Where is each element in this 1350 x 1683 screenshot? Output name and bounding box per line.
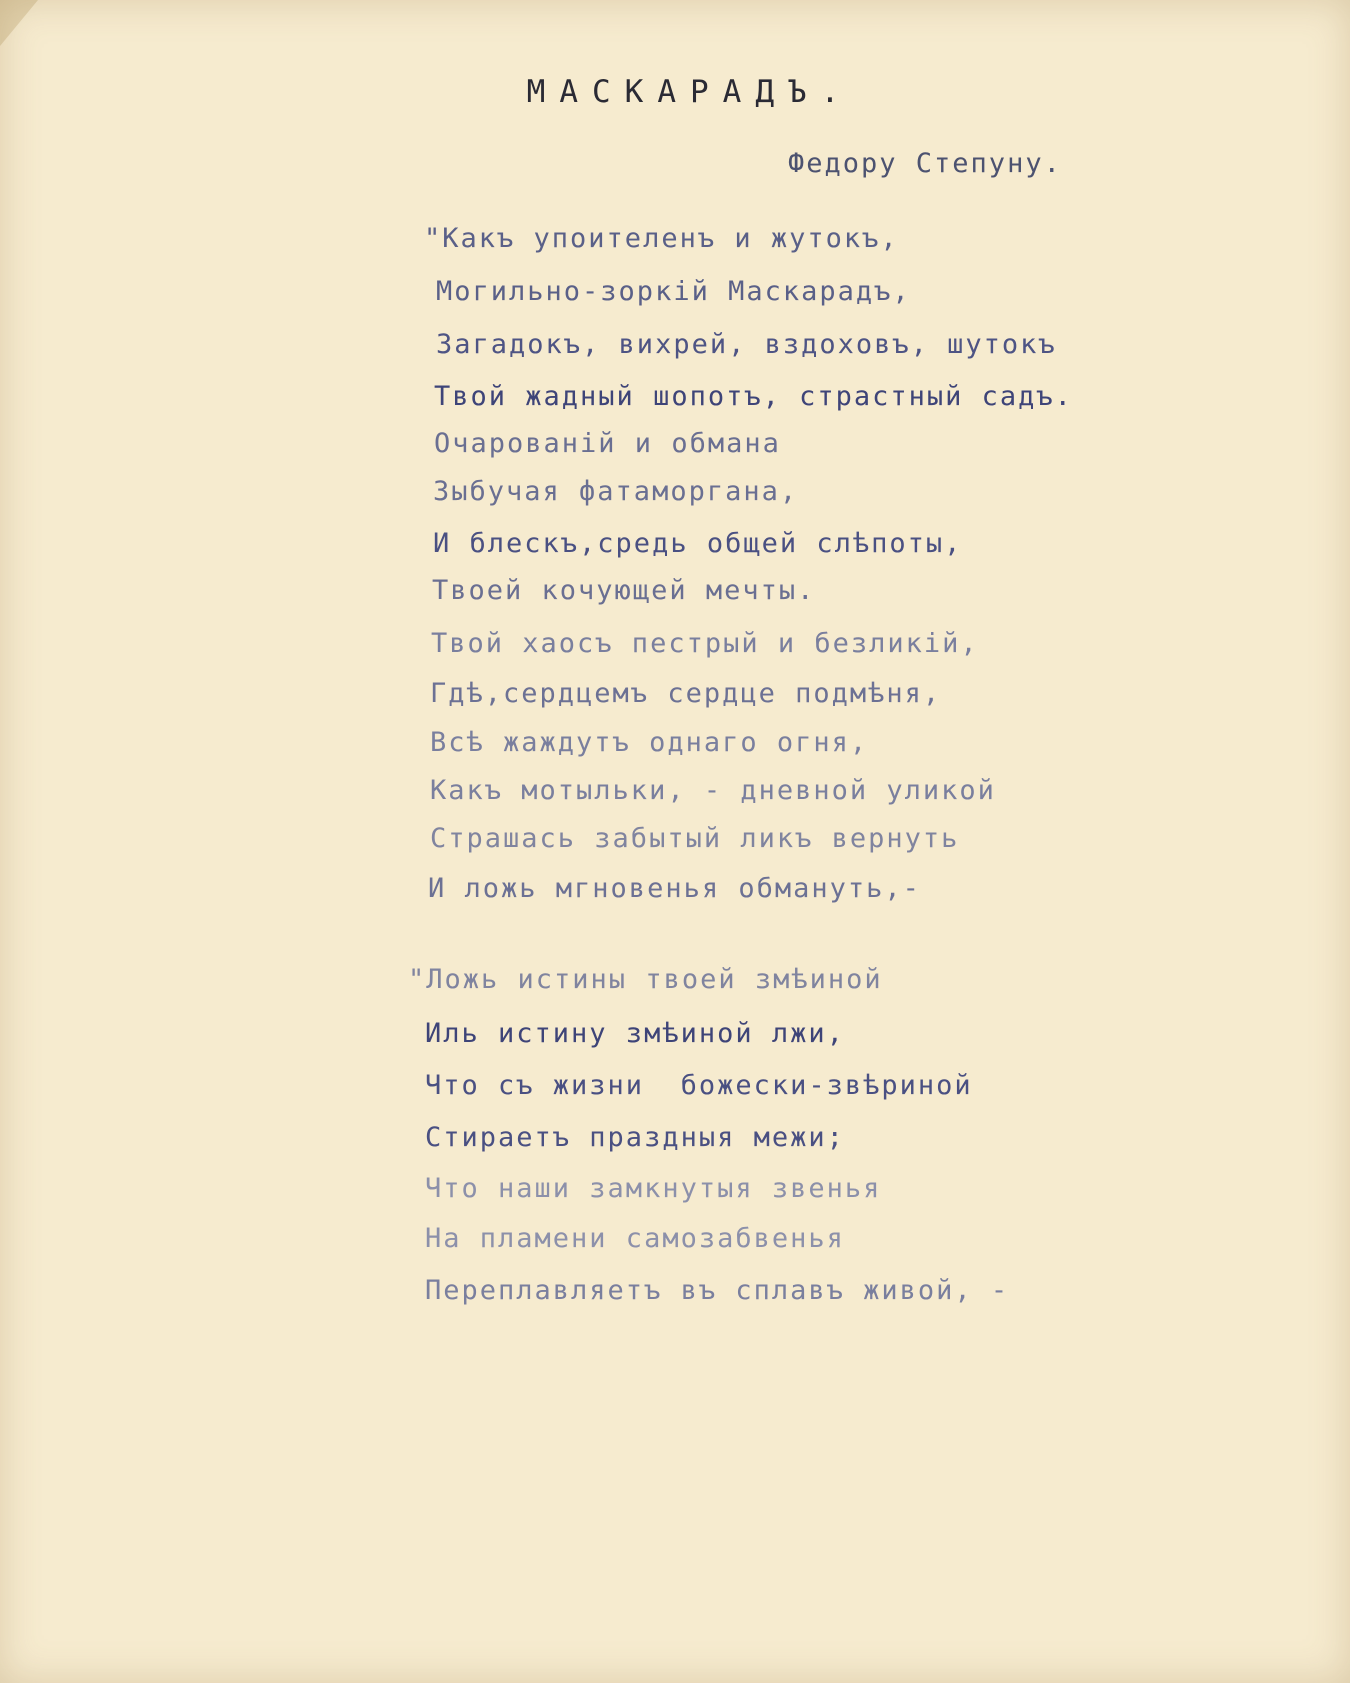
verse-line: Очарованій и обмана bbox=[434, 428, 781, 459]
verse-line: Что съ жизни божески-звѣриной bbox=[425, 1070, 973, 1101]
poem-title: МАСКАРАДЪ. bbox=[526, 74, 854, 110]
verse-line: Всѣ жаждутъ однаго огня, bbox=[430, 727, 869, 758]
verse-line: Что наши замкнутыя звенья bbox=[425, 1173, 882, 1204]
verse-line: Могильно-зоркій Маскарадъ, bbox=[436, 276, 911, 307]
verse-line: Иль истину змѣиной лжи, bbox=[425, 1018, 845, 1049]
verse-line: Твой жадный шопотъ, страстный садъ. bbox=[434, 381, 1073, 412]
verse-line: Твой хаосъ пестрый и безликій, bbox=[431, 628, 979, 659]
dedication: Федору Степуну. bbox=[788, 148, 1062, 179]
verse-line: И ложь мгновенья обмануть,- bbox=[428, 873, 921, 904]
verse-line: Стираетъ праздныя межи; bbox=[425, 1122, 845, 1153]
verse-line: И блескъ,средь общей слѣпоты, bbox=[433, 528, 963, 559]
verse-line: Зыбучая фатаморгана, bbox=[433, 476, 799, 507]
verse-line: На пламени самозабвенья bbox=[425, 1223, 845, 1254]
folded-corner bbox=[0, 0, 38, 46]
verse-line: Страшась забытый ликъ вернуть bbox=[430, 823, 960, 854]
verse-line: Гдѣ,сердцемъ сердце подмѣня, bbox=[430, 678, 942, 709]
verse-line: "Какъ упоителенъ и жутокъ, bbox=[424, 223, 899, 254]
verse-line: Загадокъ, вихрей, вздоховъ, шутокъ bbox=[436, 329, 1057, 360]
verse-line: Какъ мотыльки, - дневной уликой bbox=[430, 775, 996, 806]
verse-line: Твоей кочующей мечты. bbox=[432, 575, 816, 606]
verse-line: Переплавляетъ въ сплавъ живой, - bbox=[425, 1275, 1010, 1306]
verse-line: "Ложь истины твоей змѣиной bbox=[408, 964, 883, 995]
